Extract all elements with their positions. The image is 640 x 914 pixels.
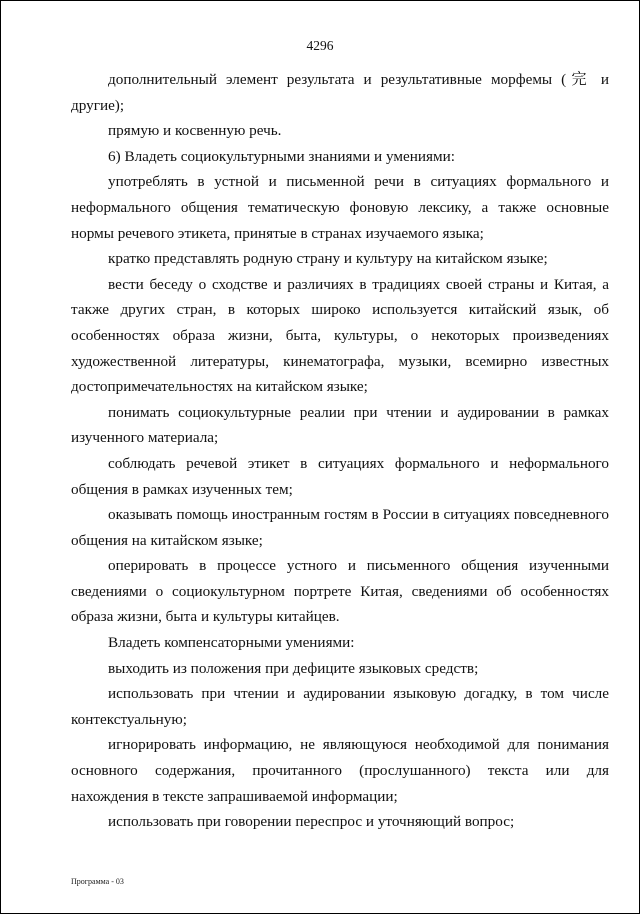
paragraph: дополнительный элемент результата и результативные морфемы (完 и другие); [71,71,609,114]
paragraph: прямую и косвенную речь. [108,122,282,140]
paragraph: выходить из положения при дефиците языковых средств; [108,659,479,677]
paragraph: соблюдать речевой этикет в ситуациях формального и неформального общения в рамках изученных тем; [71,454,609,498]
paragraph [71,681,609,732]
document-body [71,67,609,835]
paragraph: Владеть компенсаторными умениями: [108,634,355,652]
page-number: 4296 [306,38,334,53]
paragraph: кратко представлять родную страну и культуру на китайском языке; [108,250,548,268]
paragraph: 6) Владеть социокультурными знаниями и умениями: [108,147,455,165]
footer-label: Программа - 03 [71,877,124,886]
paragraph: использовать при говорении переспрос и уточняющий вопрос; [108,813,515,831]
paragraph: понимать социокультурные реалии при чтении и аудировании в рамках изученного материала; [71,403,609,447]
paragraph: игнорировать информацию, не являющуюся необходимой для понимания основного содержания, прочитанного (прослушанного) текста или для нахождения в тексте запрашиваемой информации; [71,736,609,805]
paragraph: вести беседу о сходстве и различиях в традициях своей страны и Китая, а также других стран, в которых широко используется китайский язык, об особенностях образа жизни, быта, культуры, о некоторых произведениях художественной литературы, кинематографа, музыки, всемирно известных достопримечательностях на китайском языке; [71,275,609,396]
paragraph: оказывать помощь иностранным гостям в России в ситуациях повседневного общения на китайском языке; [71,506,609,549]
paragraph: оперировать в процессе устного и письменного общения изученными сведениями о социокультурном портрете Китая, сведениями об особенностях образа жизни, быта и культуры китайцев. [71,557,609,626]
paragraph: употреблять в устной и письменной речи в ситуациях формального и неформального общения тематическую фоновую лексику, а также основные нормы речевого этикета, принятые в странах изучаемого языка; [71,173,609,242]
paragraph-text: использовать при чтении и аудировании языковую догадку, в том числе контекстуальную; [71,685,609,728]
